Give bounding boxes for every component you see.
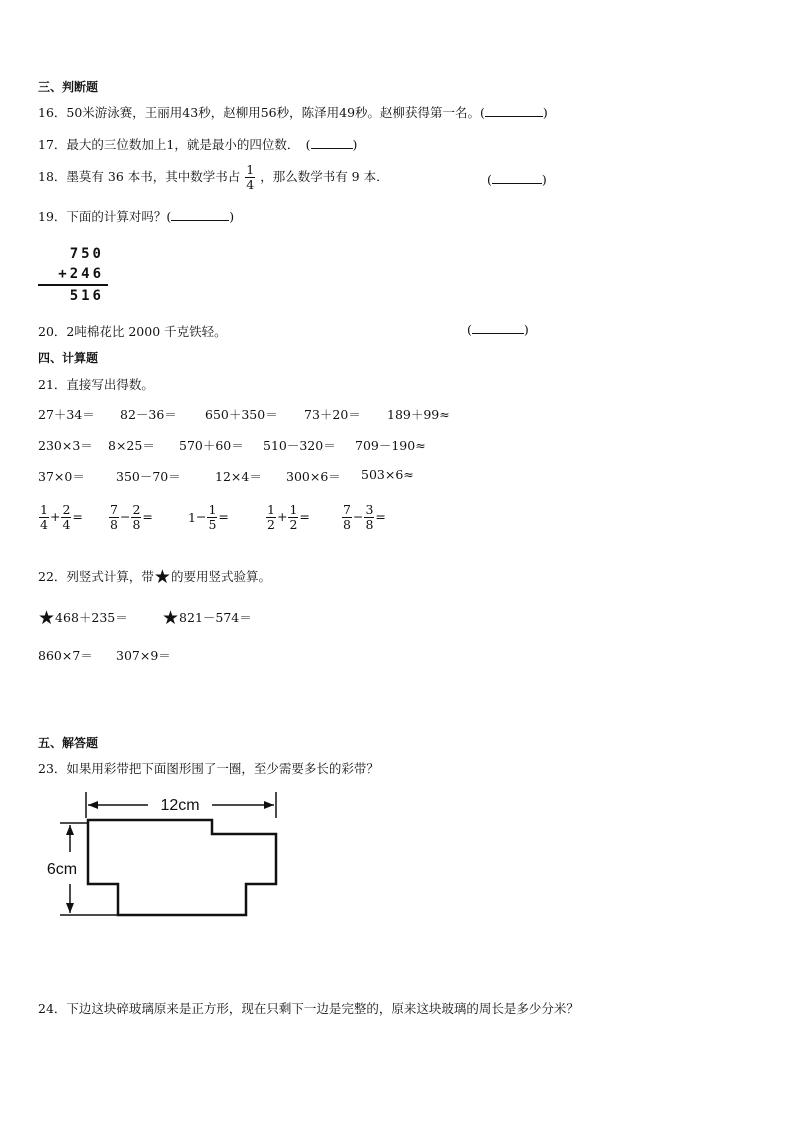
fraction-denominator: 8 xyxy=(365,517,374,532)
vertical-calc-item-1 xyxy=(38,607,128,629)
calc-item: 350－70＝ xyxy=(116,469,181,484)
question-17-close: ) xyxy=(352,137,358,152)
fraction xyxy=(109,503,119,532)
operator: − xyxy=(119,509,131,524)
vertical-calc-item-4: 307×9＝ xyxy=(116,648,171,663)
question-18-close: ) xyxy=(541,172,547,187)
calc-expression: 821－574＝ xyxy=(179,610,252,625)
fraction-denominator: 5 xyxy=(208,517,217,532)
fraction-numerator: 1 xyxy=(40,502,48,517)
arrowhead-left xyxy=(88,801,98,809)
fraction-denominator: 2 xyxy=(267,517,275,532)
fraction-calc-1 xyxy=(38,503,83,532)
fraction-numerator: 3 xyxy=(365,502,374,517)
addition-row-1: 750 xyxy=(69,246,104,262)
question-22-title xyxy=(38,566,271,588)
question-18-answer xyxy=(487,172,547,187)
fraction-denominator: 8 xyxy=(132,517,141,532)
operator: − xyxy=(352,509,364,524)
irregular-shape-outline xyxy=(88,820,276,915)
question-18-post: ，那么数学书有 9 本． xyxy=(260,169,389,184)
fraction-calc-4 xyxy=(265,503,310,532)
fraction xyxy=(207,503,217,532)
equals-sign: = xyxy=(375,509,386,524)
figure-outline-diagram xyxy=(40,790,290,922)
question-17-text: 17．最大的三位数加上1，就是最小的四位数． ( xyxy=(38,137,311,152)
fraction-numerator: 7 xyxy=(110,502,118,517)
section-3-heading: 三、判断题 xyxy=(38,80,99,94)
fraction-calc-2 xyxy=(108,503,153,532)
calc-item: 650＋350＝ xyxy=(205,407,278,422)
arrowhead-down xyxy=(66,903,74,913)
fraction-denominator: 4 xyxy=(40,517,48,532)
fraction-numerator: 1 xyxy=(267,502,275,517)
question-19 xyxy=(38,207,234,225)
question-20-answer xyxy=(467,322,529,337)
fraction-calc-3 xyxy=(188,503,229,532)
fraction-numerator: 2 xyxy=(62,502,71,517)
answer-blank-20[interactable] xyxy=(472,322,524,334)
fraction-denominator: 2 xyxy=(289,517,298,532)
question-18 xyxy=(38,163,389,192)
answer-blank-18[interactable] xyxy=(492,172,542,184)
operator: − xyxy=(195,509,207,524)
star-icon: ★ xyxy=(38,607,56,629)
answer-blank-19[interactable] xyxy=(171,209,229,221)
fraction-calc-5 xyxy=(341,503,386,532)
question-22-text-post: 的要用竖式验算。 xyxy=(170,569,271,584)
whole-number: 1 xyxy=(188,510,196,525)
fraction-numerator: 1 xyxy=(289,502,298,517)
addition-row-2: +246 xyxy=(58,266,104,282)
calc-item: 82－36＝ xyxy=(120,407,177,422)
vertical-calc-item-2 xyxy=(162,607,252,629)
fraction-numerator: 1 xyxy=(246,162,255,177)
calc-item: 510－320＝ xyxy=(263,438,336,453)
section-5-heading: 五、解答题 xyxy=(38,736,99,750)
calc-item: 73＋20＝ xyxy=(304,407,361,422)
question-19-close: ) xyxy=(229,209,235,224)
equals-sign: = xyxy=(218,509,229,524)
fraction-denominator: 4 xyxy=(246,177,255,192)
calc-item: 189＋99≈ xyxy=(387,407,450,422)
equals-sign: = xyxy=(299,509,310,524)
fraction-denominator: 8 xyxy=(343,517,351,532)
calc-item: 8×25＝ xyxy=(108,438,155,453)
question-18-pre: 18．墨莫有 36 本书，其中数学书占 xyxy=(38,169,241,184)
fraction-denominator: 4 xyxy=(62,517,71,532)
calc-item: 709－190≈ xyxy=(355,438,426,453)
calc-item: 230×3＝ xyxy=(38,438,93,453)
star-icon: ★ xyxy=(153,566,171,588)
calc-item: 27＋34＝ xyxy=(38,407,95,422)
answer-blank-16[interactable] xyxy=(485,105,543,117)
question-24: 24．下边这块碎玻璃原来是正方形，现在只剩下一边是完整的，原来这块玻璃的周长是多少分米？ xyxy=(38,1001,579,1016)
fraction xyxy=(266,503,276,532)
star-icon: ★ xyxy=(162,607,180,629)
fraction-denominator: 8 xyxy=(110,517,118,532)
question-20-close: ) xyxy=(523,322,529,337)
question-18-open: ( xyxy=(487,172,492,187)
operator: + xyxy=(276,509,288,524)
fraction xyxy=(39,503,49,532)
answer-blank-17[interactable] xyxy=(311,137,353,149)
vertical-calc-item-3: 860×7＝ xyxy=(38,648,93,663)
question-16 xyxy=(38,103,548,121)
fraction xyxy=(342,503,352,532)
question-23: 23．如果用彩带把下面图形围了一圈，至少需要多长的彩带？ xyxy=(38,761,379,776)
question-20: 20．2吨棉花比 2000 千克铁轻。 xyxy=(38,324,227,339)
fraction-one-quarter xyxy=(245,163,255,192)
width-label: 12cm xyxy=(160,797,200,814)
fraction-numerator: 1 xyxy=(208,502,217,517)
fraction xyxy=(288,503,298,532)
calc-expression: 468＋235＝ xyxy=(55,610,128,625)
calc-item: 300×6＝ xyxy=(286,469,341,484)
addition-result: 516 xyxy=(38,284,108,306)
question-17 xyxy=(38,135,357,153)
question-21-title: 21．直接写出得数。 xyxy=(38,377,154,392)
question-16-text: 16．50米游泳赛，王丽用43秒，赵柳用56秒，陈泽用49秒。赵柳获得第一名。( xyxy=(38,105,485,120)
question-22-text-pre: 22．列竖式计算，带 xyxy=(38,569,154,584)
arrowhead-right xyxy=(264,801,274,809)
height-label: 6cm xyxy=(46,861,78,878)
calc-item: 37×0＝ xyxy=(38,469,85,484)
question-16-close: ) xyxy=(542,105,548,120)
section-4-heading: 四、计算题 xyxy=(38,351,99,365)
fraction xyxy=(364,503,374,532)
equals-sign: = xyxy=(142,509,153,524)
fraction xyxy=(131,503,141,532)
calc-item: 570＋60＝ xyxy=(179,438,244,453)
fraction xyxy=(61,503,71,532)
calc-item: 12×4＝ xyxy=(215,469,262,484)
equals-sign: = xyxy=(72,509,83,524)
question-20-open: ( xyxy=(467,322,472,337)
operator: + xyxy=(49,509,61,524)
calc-item: 503×6≈ xyxy=(361,467,414,482)
question-19-text: 19．下面的计算对吗？( xyxy=(38,209,172,224)
fraction-numerator: 7 xyxy=(343,502,351,517)
arrowhead-up xyxy=(66,825,74,835)
fraction-numerator: 2 xyxy=(132,502,141,517)
vertical-addition xyxy=(38,244,108,306)
